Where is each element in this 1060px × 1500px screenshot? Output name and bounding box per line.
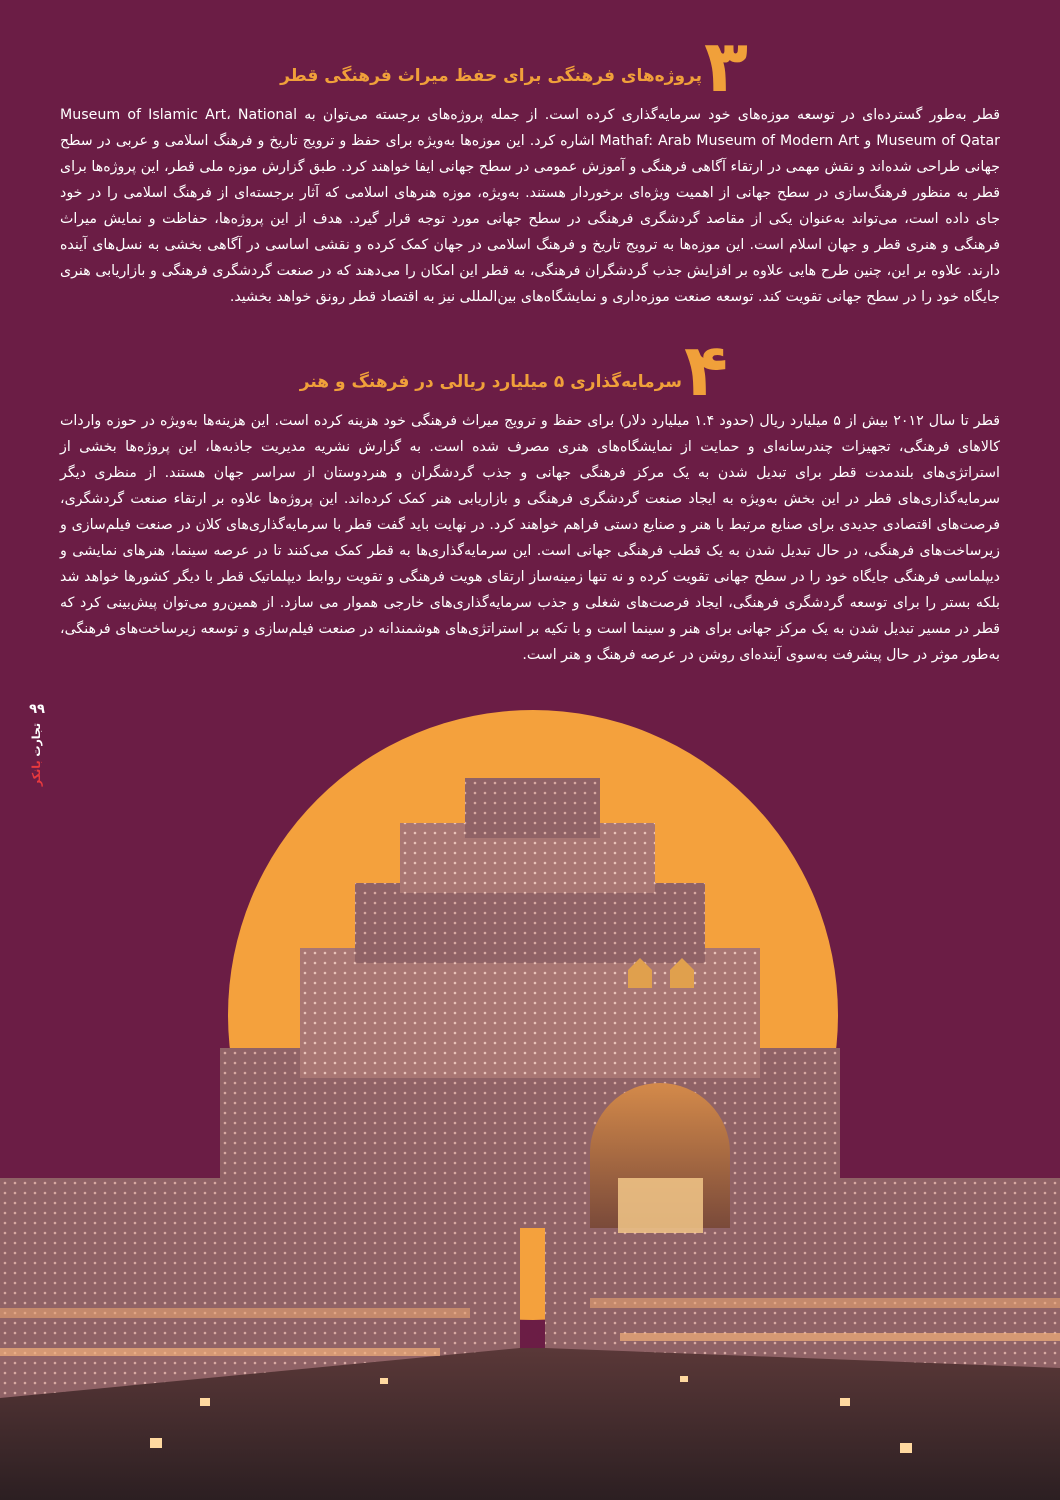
museum-photo (0, 708, 1060, 1500)
section-4-body: قطر تا سال ۲۰۱۲ بیش از ۵ میلیارد ریال (حدود ۱.۴ میلیارد دلار) برای حفظ و ترویج میراث فرهنگی خود هزینه کرده است. این هزینه‌ها به‌ویژه در حوزه واردات کالاهای فرهنگی، تجهیزات چندرسانه‌ای و حمایت از نمایشگاه‌های هنری مصرف شده است. به گزارش نشریه مدیریت جاذبه‌ها، این پروژه‌ها بخشی از استراتژی‌های بلندمدت قطر برای تبدیل شدن به یک مرکز فرهنگی جهانی و جذب گردشگران و هنردوستان از سراسر جهان هستند. از منظری دیگر سرمایه‌گذاری‌های قطر در این بخش به‌ویژه به ایجاد صنعت گردشگری فرهنگی و بازاریابی هنر کمک کرده‌اند. این پروژه‌ها علاوه بر ارتقاء صنعت گردشگری، فرصت‌های اقتصادی جدیدی برای صنایع مرتبط با هنر و صنایع دستی فراهم خواهند کرد. در نهایت باید گفت قطر با سرمایه‌گذاری‌های کلان در صنعت فیلم‌سازی و زیرساخت‌های فرهنگی، در حال تبدیل شدن به یک قطب فرهنگی جهانی است. این سرمایه‌گذاری‌ها به قطر کمک می‌کنند تا در عرصه سینما، هنرهای نمایشی و دیپلماسی فرهنگی جایگاه خود را در سطح جهانی تقویت کرده و نه تنها زمینه‌ساز ارتقای هویت فرهنگی و تقویت روابط دیپلماتیک قطر با دیگر کشورها خواهد شد بلکه بستر را برای توسعه گردشگری فرهنگی، ایجاد فرصت‌های شغلی و جذب سرمایه‌گذاری‌های خارجی هموار می سازد. از همین‌رو می‌توان پیش‌بینی کرد که قطر در مسیر تبدیل شدن به یک مرکز جهانی برای هنر و سینما است و با تکیه بر استراتژی‌های هوشمندانه در صنعت فیلم‌سازی و توسعه زیرساخت‌های فرهنگی، به‌طور موثر در حال پیشرفت به‌سوی آینده‌ای روشن در عرصه فرهنگ و هنر است. (60, 413, 1000, 663)
entrance-door (618, 1178, 703, 1233)
brand-logo-part1: تجارت (30, 723, 43, 757)
section-3-heading-row (60, 24, 1000, 108)
brand-logo-part2: بانکر (30, 760, 43, 787)
section-4-title: سرمایه‌گذاری ۵ میلیارد ریالی در فرهنگ و هنر (299, 372, 682, 392)
section-4 (60, 328, 1000, 668)
building-tier-3 (355, 883, 705, 963)
section-3-number: ۳ (704, 24, 748, 108)
page-number: ۹۹ (29, 702, 45, 717)
building-tower (465, 778, 600, 838)
section-4-heading-row (60, 328, 1000, 412)
section-3-body: قطر به‌طور گسترده‌ای در توسعه موزه‌های خود سرمایه‌گذاری کرده است. از جمله پروژه‌های برجسته می‌توان به Museum of Islamic Art، National Museum of Qatar و Mathaf: Arab Museum of Modern Art اشاره کرد. این موزه‌ها به‌ویژه برای حفظ و ترویج تاریخ و فرهنگ اسلامی و عربی در سطح جهانی طراحی شده‌اند و نقش مهمی در ارتقاء آگاهی فرهنگی و آموزش عمومی در سطح جهانی ایفا خواهند کرد. طبق گزارش موزه ملی قطر، این پروژه‌ها برای قطر به منظور فرهنگ‌سازی در سطح جهانی از اهمیت ویژه‌ای برخوردار هستند. به‌ویژه، موزه هنرهای اسلامی که آثار برجسته‌ای از فرهنگ اسلامی را در خود جای داده است، می‌تواند به‌عنوان یکی از مقاصد گردشگری فرهنگی در سطح جهانی مورد توجه قرار گیرد. هدف از این پروژه‌ها، حفاظت و نمایش میراث فرهنگی و هنری قطر و جهان اسلام است. این موزه‌ها به ترویج تاریخ و فرهنگ اسلامی در جهان کمک کرده و نقشی اساسی در آگاهی بخشی به نسل‌های آینده دارند. علاوه بر این، چنین طرح هایی علاوه بر افزایش جذب گردشگران فرهنگی، به قطر این امکان را می‌دهند که در صنعت گردشگری فرهنگی و بازاریابی هنری جایگاه خود را در سطح جهانی تقویت کند. توسعه صنعت موزه‌داری و نمایشگاه‌های بین‌المللی نیز به اقتصاد قطر رونق خواهد بخشید. (60, 107, 1000, 305)
section-3 (60, 24, 1000, 310)
section-4-number: ۴ (684, 328, 728, 412)
section-3-title: پروژه‌های فرهنگی برای حفظ میراث فرهنگی قطر (280, 66, 702, 86)
